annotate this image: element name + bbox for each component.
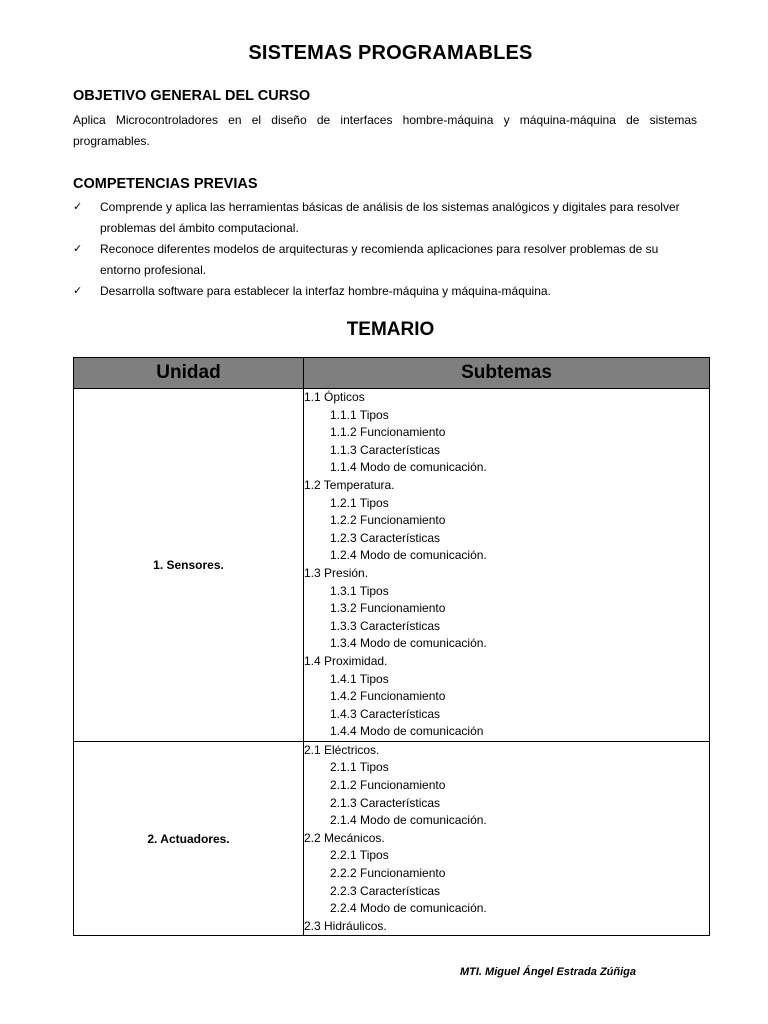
subtopic-item: 1.4.2 Funcionamiento (330, 689, 446, 704)
competency-text: Comprende y aplica las herramientas básicas de análisis de los sistemas analógicos y digitales para resolver problemas del ámbito computacional. (100, 200, 680, 235)
subtopic-item: 2.2.1 Tipos (330, 848, 389, 863)
subtopic-item: 1.1.3 Características (330, 442, 441, 457)
check-icon: ✓ (73, 201, 83, 213)
check-icon: ✓ (73, 243, 83, 255)
subtopic-item: 1.4.1 Tipos (330, 671, 389, 686)
topic-item: 1.3 Presión. (304, 565, 369, 580)
topic-item: 2.2 Mecánicos. (304, 830, 385, 845)
subtopic-item: 2.1.4 Modo de comunicación. (330, 813, 487, 828)
temario-table (73, 357, 710, 936)
subtopic-item: 2.2.3 Características (330, 883, 441, 898)
subtopic-item: 2.2.4 Modo de comunicación. (330, 901, 487, 916)
subtopic-item: 1.3.3 Características (330, 618, 441, 633)
temario-title: TEMARIO (346, 319, 435, 340)
header-unidad: Unidad (74, 358, 304, 389)
competency-text: Desarrolla software para establecer la interfaz hombre-máquina y máquina-máquina. (100, 284, 551, 298)
competency-item (73, 197, 683, 239)
unit-cell: 1. Sensores. (74, 389, 304, 742)
subtopic-item: 1.1.1 Tipos (330, 407, 389, 422)
author-footer: MTI. Miguel Ángel Estrada Zúñiga (459, 966, 636, 978)
competencies-list (73, 197, 708, 302)
competency-item (73, 281, 683, 302)
table-header-row (74, 358, 710, 389)
subtopic-item: 1.2.3 Características (330, 530, 441, 545)
subtopics-cell (304, 741, 710, 936)
topic-item: 2.1 Eléctricos. (304, 742, 380, 757)
subtopic-item: 2.1.2 Funcionamiento (330, 778, 446, 793)
unit-cell: 2. Actuadores. (74, 741, 304, 936)
subtopic-item: 2.1.3 Características (330, 795, 441, 810)
document-title: SISTEMAS PROGRAMABLES (248, 42, 533, 64)
subtopic-item: 1.3.2 Funcionamiento (330, 601, 446, 616)
topic-item: 2.3 Hidráulicos. (304, 918, 387, 933)
topic-item: 1.2 Temperatura. (304, 477, 395, 492)
subtopic-item: 1.3.4 Modo de comunicación. (330, 636, 487, 651)
competencies-heading: COMPETENCIAS PREVIAS (73, 176, 258, 192)
objective-text: Aplica Microcontroladores en el diseño de interfaces hombre-máquina y máquina-máquina de sistemas programables. (73, 113, 697, 148)
table-row (74, 741, 710, 936)
table-row (74, 389, 710, 742)
temario-body (74, 389, 710, 936)
subtopic-item: 1.4.3 Características (330, 706, 441, 721)
subtopic-item: 1.4.4 Modo de comunicación (330, 724, 484, 739)
topic-item: 1.1 Ópticos (304, 390, 365, 404)
competency-item (73, 239, 683, 281)
subtopic-item: 1.1.2 Funcionamiento (330, 425, 446, 440)
subtopic-item: 1.1.4 Modo de comunicación. (330, 460, 487, 475)
subtopics-cell (304, 389, 710, 742)
subtopic-item: 2.1.1 Tipos (330, 760, 389, 775)
check-icon: ✓ (73, 285, 83, 297)
topic-item: 1.4 Proximidad. (304, 653, 388, 668)
subtopic-item: 1.2.2 Funcionamiento (330, 513, 446, 528)
competency-text: Reconoce diferentes modelos de arquitecturas y recomienda aplicaciones para resolver problemas de su entorno profesional. (100, 242, 659, 277)
subtopic-item: 2.2.2 Funcionamiento (330, 866, 446, 881)
subtopic-item: 1.2.4 Modo de comunicación. (330, 548, 487, 563)
objective-heading: OBJETIVO GENERAL DEL CURSO (73, 88, 311, 104)
subtopic-item: 1.3.1 Tipos (330, 583, 389, 598)
subtopic-item: 1.2.1 Tipos (330, 495, 389, 510)
header-subtemas: Subtemas (304, 358, 710, 389)
